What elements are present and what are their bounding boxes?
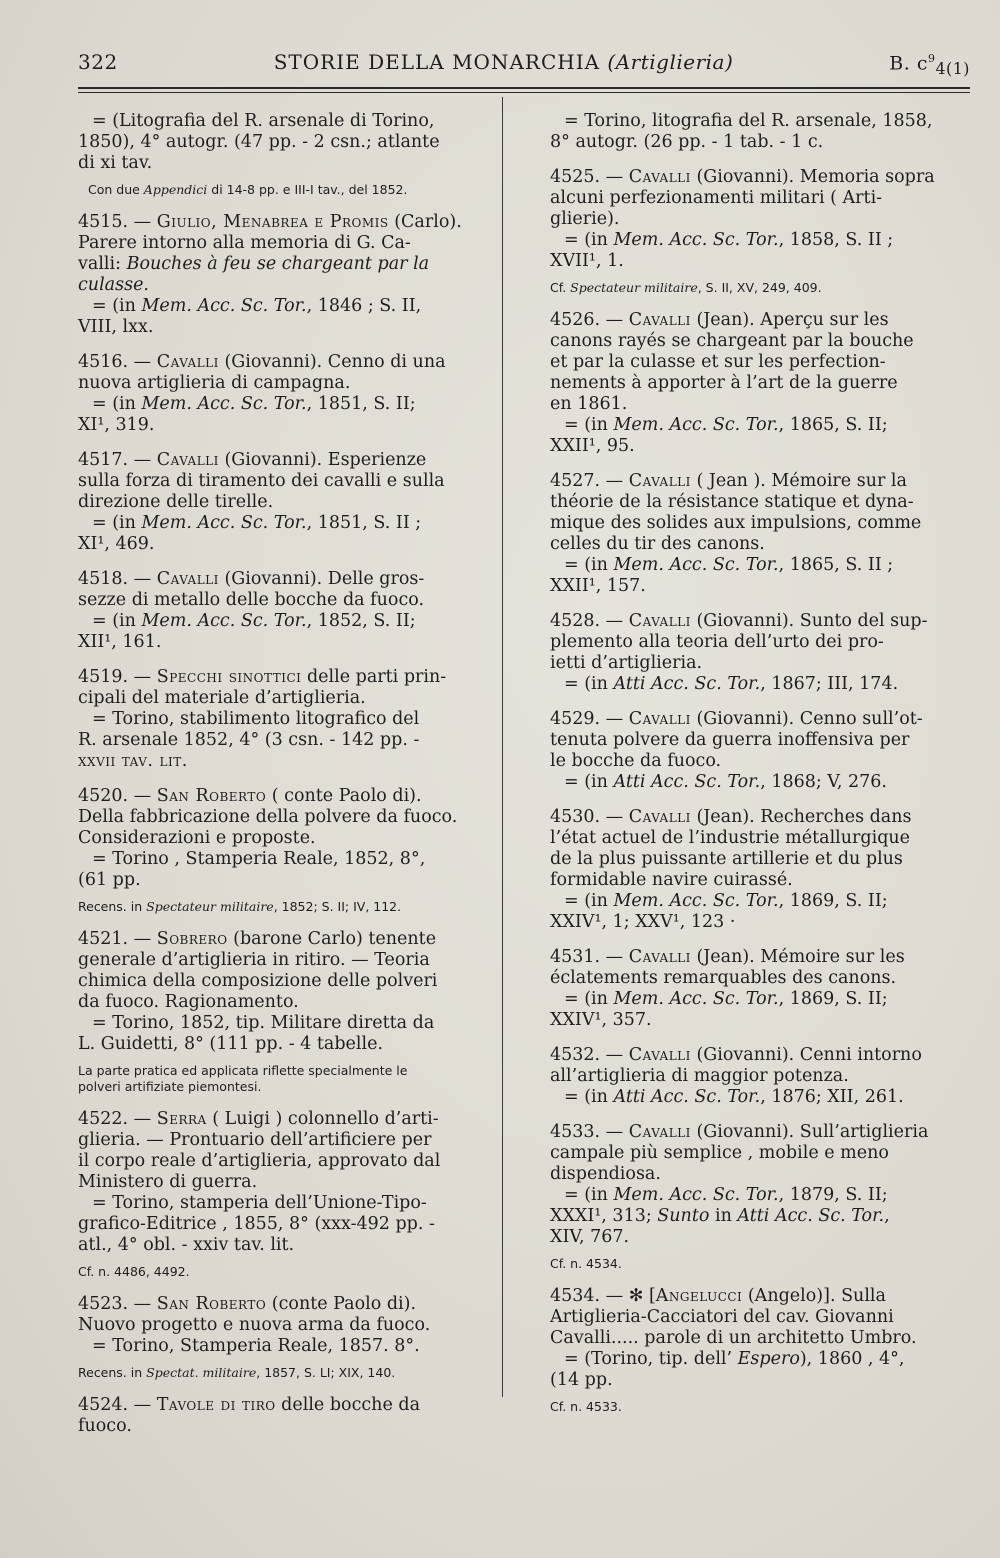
entry-note: Cf. Spectateur militaire, S. II, XV, 249, 409. bbox=[550, 280, 822, 295]
running-header bbox=[78, 50, 970, 82]
entry-4519: 4519. — Specchi sinottici delle parti prin- cipali del materiale d’artiglieria. = Torino, stabilimento litografico del R. arsenale 1852, 4° (3 csn. - 142 pp. - xxvii tav. lit. bbox=[78, 667, 447, 771]
entry-note: Cf. n. 4534. bbox=[550, 1256, 622, 1271]
entry-note: Recens. in Spectateur militaire, 1852; S. II; IV, 112. bbox=[78, 899, 402, 914]
entry-4521: 4521. — Sobrero (barone Carlo) tenente generale d’artiglieria in ritiro. — Teoria chimica della composizione delle polveri da fuoco. Ragionamento. = Torino, 1852, tip. Militare diretta da L. Guidetti, 8° (111 pp. - 4 tabelle. bbox=[78, 929, 438, 1054]
header-rule-thin bbox=[78, 92, 970, 93]
entry-4517: 4517. — Cavalli (Giovanni). Esperienze sulla forza di tiramento dei cavalli e sulla direzione delle tirelle. = (in Mem. Acc. Sc. Tor., 1851, S. II ; XI¹, 469. bbox=[78, 450, 445, 554]
entry-4523: 4523. — San Roberto (conte Paolo di). Nuovo progetto e nuova arma da fuoco. = Torino, Stamperia Reale, 1857. 8°. bbox=[78, 1294, 431, 1356]
entry-4534: 4534. — ✻ [Angelucci (Angelo)]. Sulla Artiglieria-Cacciatori del cav. Giovanni Cavalli..... parole di un architetto Umbro. = (Torino, tip. dell’ Espero), 1860 , 4°, (14 pp. bbox=[550, 1286, 917, 1390]
entry-4531: 4531. — Cavalli (Jean). Mémoire sur les éclatements remarquables des canons. = (in Mem. Acc. Sc. Tor., 1869, S. II; XXIV¹, 357. bbox=[550, 947, 905, 1030]
entry-4524: 4524. — Tavole di tiro delle bocche da fuoco. bbox=[78, 1395, 421, 1436]
entry-continued: = (Litografia del R. arsenale di Torino, 1850), 4° autogr. (47 pp. - 2 csn.; atlante di xi tav. bbox=[78, 111, 440, 173]
entry-note: La parte pratica ed applicata riflette specialmente le polveri artifiziate piemontesi. bbox=[78, 1063, 408, 1094]
entry-4532: 4532. — Cavalli (Giovanni). Cenni intorno all’artiglieria di maggior potenza. = (in Atti Acc. Sc. Tor., 1876; XII, 261. bbox=[550, 1045, 922, 1107]
column-divider bbox=[502, 97, 503, 1397]
entry-4518: 4518. — Cavalli (Giovanni). Delle gros- sezze di metallo delle bocche da fuoco. = (in Mem. Acc. Sc. Tor., 1852, S. II; XII¹, 161. bbox=[78, 569, 425, 652]
header-rule bbox=[78, 87, 970, 89]
two-column-body bbox=[78, 97, 970, 1451]
entry-4533: 4533. — Cavalli (Giovanni). Sull’artiglieria campale più semplice , mobile e meno dispendiosa. = (in Mem. Acc. Sc. Tor., 1879, S. II; XXXI¹, 313; Sunto in Atti Acc. Sc. Tor., XIV, 767. bbox=[550, 1122, 929, 1247]
entry-4528: 4528. — Cavalli (Giovanni). Sunto del sup- plemento alla teoria dell’urto dei pro- ietti d’artiglieria. = (in Atti Acc. Sc. Tor., 1867; III, 174. bbox=[550, 611, 928, 694]
entry-note: Cf. n. 4486, 4492. bbox=[78, 1264, 190, 1279]
entry-note: Recens. in Spectat. militaire, 1857, S. LI; XIX, 140. bbox=[78, 1365, 396, 1380]
entry-note: Con due Appendici di 14-8 pp. e III-I tav., del 1852. bbox=[88, 182, 408, 197]
page-number: 322 bbox=[78, 50, 118, 74]
entry-note: Cf. n. 4533. bbox=[550, 1399, 622, 1414]
entry-4516: 4516. — Cavalli (Giovanni). Cenno di una nuova artiglieria di campagna. = (in Mem. Acc. Sc. Tor., 1851, S. II; XI¹, 319. bbox=[78, 352, 446, 435]
entry-continued: = Torino, litografia del R. arsenale, 1858, 8° autogr. (26 pp. - 1 tab. - 1 c. bbox=[550, 111, 933, 152]
entry-4522: 4522. — Serra ( Luigi ) colonnello d’arti- glieria. — Prontuario dell’artificiere per il corpo reale d’artiglieria, approvato dal Ministero di guerra. = Torino, stamperia dell’Unione-Tipo- grafico-Editrice , 1855, 8° (xxx-492 pp. - atl., 4° obl. - xxiv tav. lit. bbox=[78, 1109, 441, 1255]
entry-4515: 4515. — Giulio, Menabrea e Promis (Carlo). Parere intorno alla memoria di G. Ca- valli: Bouches à feu se chargeant par la culasse. = (in Mem. Acc. Sc. Tor., 1846 ; S. II, VIII, lxx. bbox=[78, 212, 462, 337]
entry-4525: 4525. — Cavalli (Giovanni). Memoria sopra alcuni perfezionamenti militari ( Arti- glierie). = (in Mem. Acc. Sc. Tor., 1858, S. II ; XVII¹, 1. bbox=[550, 167, 935, 271]
entry-4520: 4520. — San Roberto ( conte Paolo di). Della fabbricazione della polvere da fuoco. Considerazioni e proposte. = Torino , Stamperia Reale, 1852, 8°, (61 pp. bbox=[78, 786, 458, 890]
signature-mark: B. $c^9_{4(1)}$ bbox=[889, 51, 970, 78]
entry-4529: 4529. — Cavalli (Giovanni). Cenno sull’ot- tenuta polvere da guerra inoffensiva per le bocche da fuoco. = (in Atti Acc. Sc. Tor., 1868; V, 276. bbox=[550, 709, 923, 792]
entry-4530: 4530. — Cavalli (Jean). Recherches dans l’état actuel de l’industrie métallurgique de la plus puissante artillerie et du plus formidable navire cuirassé. = (in Mem. Acc. Sc. Tor., 1869, S. II; XXIV¹, 1; XXV¹, 123 · bbox=[550, 807, 912, 932]
running-title: STORIE DELLA MONARCHIA (Artiglieria) bbox=[273, 50, 734, 74]
left-column bbox=[78, 97, 496, 1451]
right-column bbox=[550, 97, 970, 1451]
entry-4527: 4527. — Cavalli ( Jean ). Mémoire sur la théorie de la résistance statique et dyna- mique des solides aux impulsions, comme celles du tir des canons. = (in Mem. Acc. Sc. Tor., 1865, S. II ; XXII¹, 157. bbox=[550, 471, 922, 596]
entry-4526: 4526. — Cavalli (Jean). Aperçu sur les canons rayés se chargeant par la bouche et par la culasse et sur les perfection- nements à apporter à l’art de la guerre en 1861. = (in Mem. Acc. Sc. Tor., 1865, S. II; XXII¹, 95. bbox=[550, 310, 914, 456]
